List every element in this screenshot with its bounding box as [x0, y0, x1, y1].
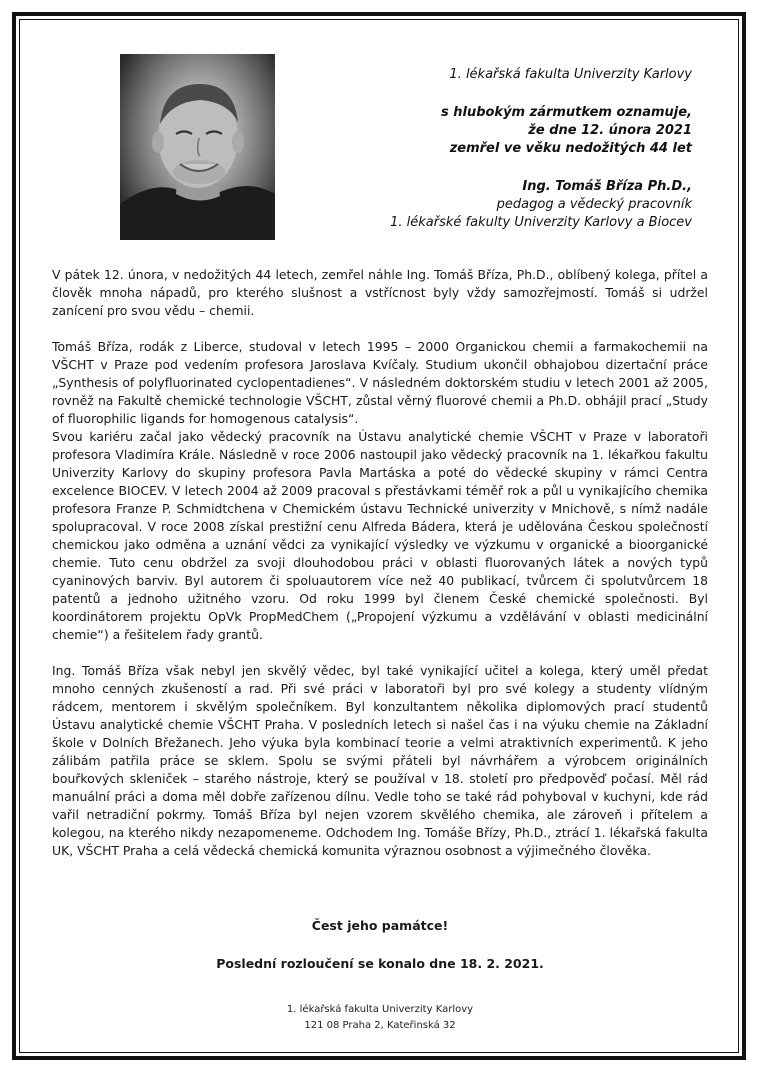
announce-line-3: zemřel ve věku nedožitých 44 let: [449, 141, 692, 156]
announce-line-2: že dne 12. února 2021: [528, 123, 692, 138]
farewell-line: Poslední rozloučení se konalo dne 18. 2. 2021.: [216, 956, 544, 971]
paragraph-career: Svou kariéru začal jako vědecký pracovník na Ústavu analytické chemie VŠCHT v Praze v laboratoři profesora Vladimíra Krále. Následně v roce 2006 nastoupil jako vědecký pracovník na 1. lékařkou fakultu Univerzity Karlovy do skupiny profesora Pavla Martáska a poté do vědecké skupiny v rámci Centra excelence BIOCEV. V letech 2004 až 2009 pracoval s přestávkami téměř rok a půl u vynikajícího chemika profesora Franze P. Schmidtchena v Chemickém ústavu Technické univerzity v Mnichově, s nímž nadále spolupracoval. V roce 2008 získal prestižní cenu Alfreda Bádera, která je udělována Českou společností chemickou jako odměna a uznání vědci za vynikající výsledky ve výzkumu v organické a bioorganické chemie. Tuto cenu obdržel za svoji dlouhodobou práci v oblasti fluorovaných látek a nových typů cyaninových barviv. Byl autorem či spoluautorem více než 40 publikací, tvůrcem či spolutvůrcem 18 patentů a jednoho užitného vzoru. Od roku 1999 byl členem České chemické společnosti. Byl koordinátorem projektu OpVk PropMedChem („Propojení výzkumu a vzdělávání v oblasti medicinální chemie“) a řešitelem řady grantů.: [52, 429, 708, 642]
footer-line-2: 121 08 Praha 2, Kateřinská 32: [304, 1020, 456, 1031]
deceased-name: Ing. Tomáš Bříza Ph.D.,: [522, 179, 692, 194]
footer-line-1: 1. lékařská fakulta Univerzity Karlovy: [286, 1004, 474, 1015]
paragraph-personal: Ing. Tomáš Bříza však nebyl jen skvělý vědec, byl také vynikající učitel a kolega, který uměl předat mnoho cenných zkušeností a rad. Při své práci v laboratoři byl pro své kolegy a studenty vlídným rádcem, mentorem i skvělým společníkem. Byl konzultantem několika diplomových prací studentů Ústavu analytické chemie VŠCHT Praha. V posledních letech si našel čas i na výuku chemie na Základní škole v Dolních Břežanech. Jeho výuka byla kombinací teorie a velmi atraktivních experimentů. K jeho zálibám patřila práce se sklem. Spolu se svými přáteli byl návrhářem a výrobcem originálních bouřkových skleniček – starého nástroje, který se používal v 18. století pro předpověď počasí. Měl rád manuální práci a doma měl dobře zařízenou dílnu. Vedle toho se také rád pohyboval v kuchyni, kde rád vařil netradiční pokrmy. Tomáš Bříza byl nejen vzorem skvělého chemika, ale zároveň i přítelem a kolegou, na kterého nikdy nezapomeneme. Odchodem Ing. Tomáše Břízy, Ph.D., ztrácí 1. lékařská fakulta UK, VŠCHT Praha a celá vědecká chemická komunita výraznou osobnost a výjimečného člověka.: [52, 663, 708, 858]
footer-address: [0, 1002, 760, 1034]
portrait-photo: [120, 54, 275, 240]
deceased-role: pedagog a vědecký pracovník: [496, 197, 692, 212]
announce-line-1: s hlubokým zármutkem oznamuje,: [440, 105, 692, 120]
honor-line: Čest jeho památce!: [311, 918, 449, 933]
paragraph-education: Tomáš Bříza, rodák z Liberce, studoval v letech 1995 – 2000 Organickou chemii a farmakochemii na VŠCHT v Praze pod vedením profesora Jaroslava Kvíčaly. Studium ukončil obhajobou dizertační práce „Synthesis of polyfluorinated cyclopentadienes“. V následném doktorském studiu v letech 2001 až 2005, rovněž na Fakultě chemické technologie VŠCHT, zůstal věrný fluorové chemii a Ph.D. obhájil prací „Study of fluorophilic ligands for homogenous catalysis“.: [52, 339, 708, 426]
paragraph-intro: V pátek 12. února, v nedožitých 44 letech, zemřel náhle Ing. Tomáš Bříza, Ph.D., oblíbený kolega, přítel a člověk mnoha nápadů, pro kterého slušnost a vstřícnost byly vždy samozřejmostí. Tomáš si udržel zanícení pro svou vědu – chemii.: [52, 267, 708, 318]
announcement-header: [272, 66, 692, 232]
faculty-name: 1. lékařská fakulta Univerzity Karlovy: [449, 67, 692, 82]
obituary-body: [52, 266, 708, 860]
deceased-affiliation: 1. lékařské fakulty Univerzity Karlovy a Biocev: [390, 215, 692, 230]
